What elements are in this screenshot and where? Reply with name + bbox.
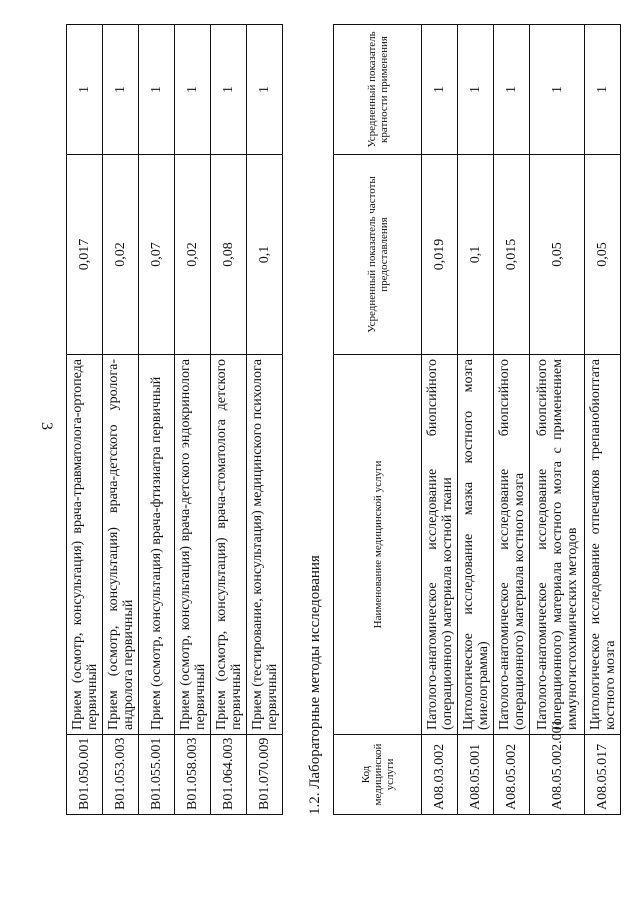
service-name: Цитологическое исследование отпечатков трепанобиоптата костного мозга (585, 355, 621, 735)
multiplicity-value: 1 (67, 25, 103, 155)
frequency-value: 0,02 (175, 155, 211, 355)
service-code: B01.058.003 (175, 735, 211, 815)
service-name: Прием (осмотр, консультация) врача-детского эндокринолога первичный (175, 355, 211, 735)
multiplicity-value: 1 (585, 25, 621, 155)
multiplicity-value: 1 (139, 25, 175, 155)
frequency-value: 0,1 (458, 155, 494, 355)
service-code: A08.05.017 (585, 735, 621, 815)
consultations-table (66, 25, 284, 815)
header-multiplicity: Усредненный показатель кратности применения (334, 25, 422, 155)
table-row (530, 25, 585, 815)
service-name: Прием (осмотр, консультация) врача-детского уролога-андролога первичный (103, 355, 139, 735)
multiplicity-value: 1 (247, 25, 283, 155)
service-code: A08.05.001 (458, 735, 494, 815)
frequency-value: 0,019 (422, 155, 458, 355)
multiplicity-value: 1 (103, 25, 139, 155)
table-row (458, 25, 494, 815)
service-code: B01.064.003 (211, 735, 247, 815)
header-code: Код медицинской услуги (334, 735, 422, 815)
multiplicity-value: 1 (422, 25, 458, 155)
service-name: Патолого-анатомическое исследование биопсийного (операционного) материала костного мозга (494, 355, 530, 735)
service-name: Патолого-анатомическое исследование биопсийного (операционного) материала костной ткани (422, 355, 458, 735)
table-row (211, 25, 247, 815)
table-row (422, 25, 458, 815)
table-row (67, 25, 103, 815)
laboratory-methods-table (333, 25, 618, 815)
page-number: 3 (38, 422, 55, 430)
service-code: A08.05.002 (494, 735, 530, 815)
service-code: B01.055.001 (139, 735, 175, 815)
service-name: Прием (осмотр, консультация) врача-травматолога-ортопеда первичный (67, 355, 103, 735)
service-code: B01.053.003 (103, 735, 139, 815)
table-row (494, 25, 530, 815)
table-row (175, 25, 211, 815)
table-row (139, 25, 175, 815)
frequency-value: 0,017 (67, 155, 103, 355)
multiplicity-value: 1 (211, 25, 247, 155)
service-name: Прием (тестирование, консультация) медицинского психолога первичный (247, 355, 283, 735)
frequency-value: 0,015 (494, 155, 530, 355)
table-row (103, 25, 139, 815)
multiplicity-value: 1 (530, 25, 585, 155)
service-name: Прием (осмотр, консультация) врача-фтизиатра первичный (139, 355, 175, 735)
service-code: B01.070.009 (247, 735, 283, 815)
frequency-value: 0,05 (585, 155, 621, 355)
header-name: Наименование медицинской услуги (334, 355, 422, 735)
service-name: Цитологическое исследование мазка костного мозга (миелограмма) (458, 355, 494, 735)
service-code: B01.050.001 (67, 735, 103, 815)
section-title: 1.2. Лабораторные методы исследования (307, 555, 323, 815)
frequency-value: 0,07 (139, 155, 175, 355)
multiplicity-value: 1 (175, 25, 211, 155)
service-name: Прием (осмотр, консультация) врача-стоматолога детского первичный (211, 355, 247, 735)
service-name: Патолого-анатомическое исследование биопсийного (операционного) материала костного мозга с применением иммуногистохимических методов (530, 355, 585, 735)
frequency-value: 0,05 (530, 155, 585, 355)
frequency-value: 0,08 (211, 155, 247, 355)
service-code: A08.03.002 (422, 735, 458, 815)
service-code: A08.05.002.001 (530, 735, 585, 815)
table-row (585, 25, 621, 815)
frequency-value: 0,1 (247, 155, 283, 355)
table-row (247, 25, 283, 815)
frequency-value: 0,02 (103, 155, 139, 355)
multiplicity-value: 1 (494, 25, 530, 155)
multiplicity-value: 1 (458, 25, 494, 155)
table-header-row (334, 25, 422, 815)
header-frequency: Усредненный показатель частоты предоставления (334, 155, 422, 355)
